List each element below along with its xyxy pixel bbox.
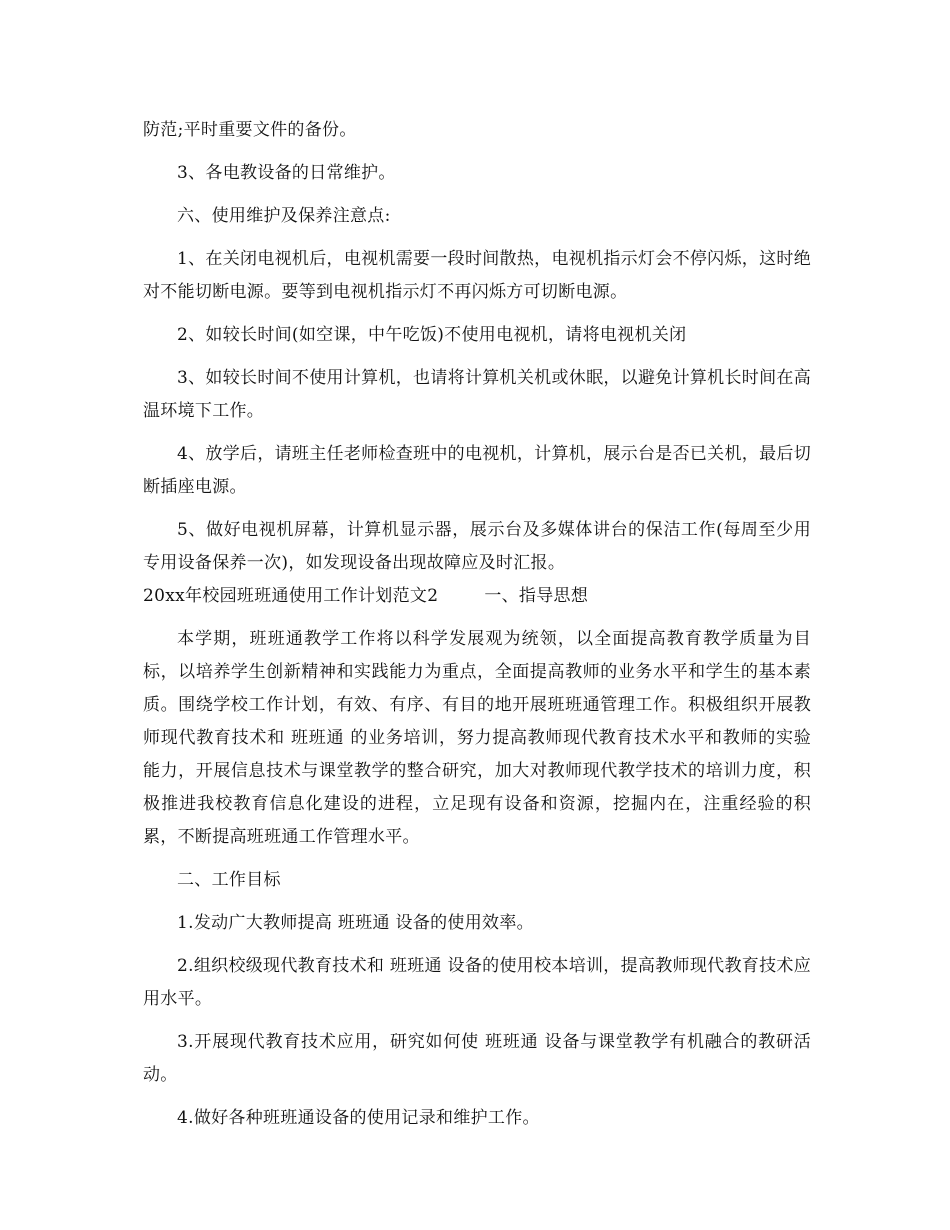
paragraph: 3、如较长时间不使用计算机，也请将计算机关机或休眠，以避免计算机长时间在高温环境下工作。 [143,368,811,421]
section-heading: 六、使用维护及保养注意点: [177,206,391,226]
paragraph: 4、放学后，请班主任老师检查班中的电视机，计算机，展示台是否已关机，最后切断插座电源。 [143,444,811,497]
paragraph: 本学期，班班通教学工作将以科学发展观为统领，以全面提高教育教学质量为目标，以培养学生创新精神和实践能力为重点，全面提高教师的业务水平和学生的基本素质。围绕学校工作计划，有效、有序、有目的地开展班班通管理工作。积极组织开展教师现代教育技术和 班班通 的业务培训，努力提高教师现代教育技术水平和教师的实验能力，开展信息技术与课堂教学的整合研究，加大对教师现代教学技术的培训力度，积极推进我校教育信息化建设的进程，立足现有设备和资源，挖掘内在，注重经验的积累，不断提高班班通工作管理水平。 [143,629,811,847]
section-title: 20xx年校园班班通使用工作计划范文2 [143,586,439,606]
section-heading: 二、工作目标 [177,870,281,890]
paragraph: 防范;平时重要文件的备份。 [143,120,357,140]
paragraph: 1、在关闭电视机后，电视机需要一段时间散热，电视机指示灯会不停闪烁，这时绝对不能切断电源。要等到电视机指示灯不再闪烁方可切断电源。 [143,249,811,302]
list-item: 2.组织校级现代教育技术和 班班通 设备的使用校本培训，提高教师现代教育技术应用水平。 [143,956,811,1009]
section-title-row [143,580,811,613]
list-item: 1.发动广大教师提高 班班通 设备的使用效率。 [177,913,534,933]
document-body [143,114,811,1145]
paragraph: 3、各电教设备的日常维护。 [177,163,396,183]
list-item: 4.做好各种班班通设备的使用记录和维护工作。 [177,1108,540,1128]
paragraph: 5、做好电视机屏幕，计算机显示器，展示台及多媒体讲台的保洁工作(每周至少用专用设备保养一次)，如发现设备出现故障应及时汇报。 [143,520,811,573]
list-item: 3.开展现代教育技术应用，研究如何使 班班通 设备与课堂教学有机融合的教研活动。 [143,1032,811,1085]
section-heading: 一、指导思想 [484,586,589,606]
paragraph: 2、如较长时间(如空课，中午吃饭)不使用电视机，请将电视机关闭 [177,325,687,345]
